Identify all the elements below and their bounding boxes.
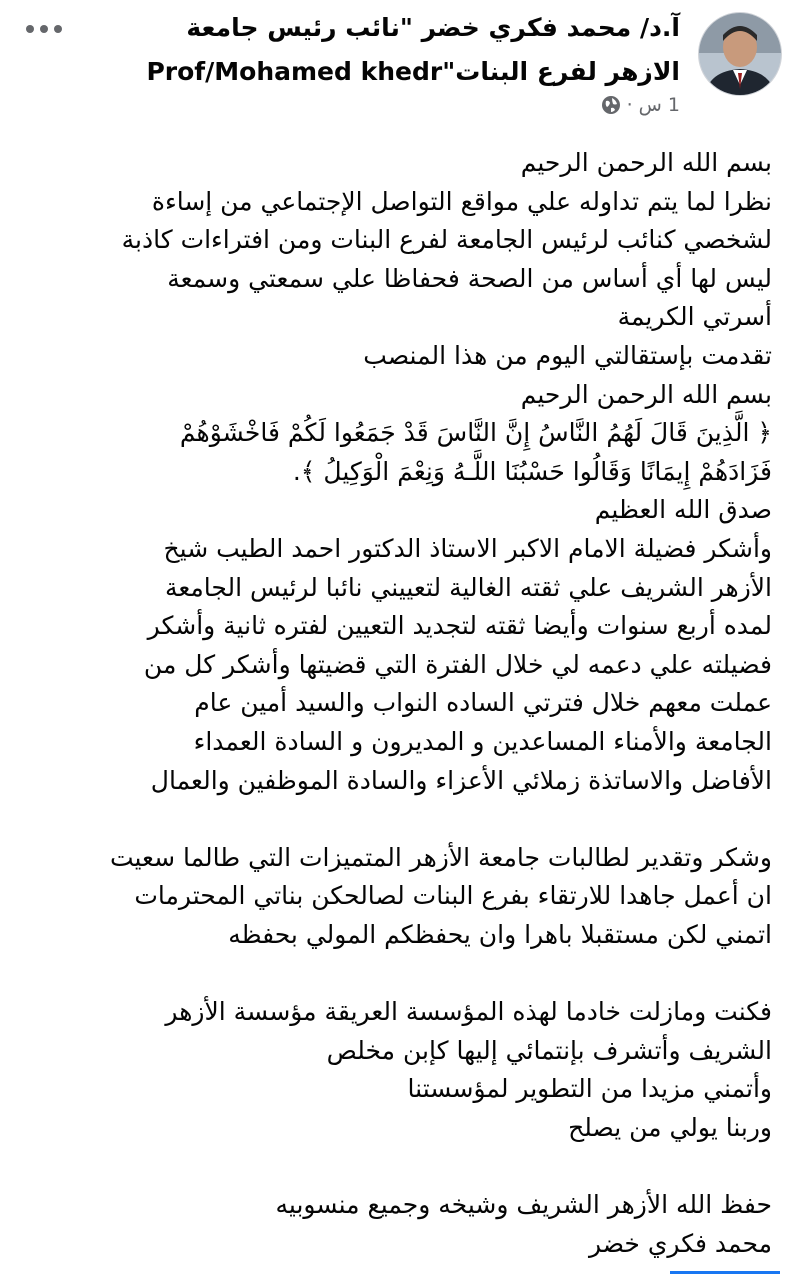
post-body [20,144,772,1263]
post-text-line: وشكر وتقدير لطالبات جامعة الأزهر المتميزات التي طالما سعيت [109,842,772,872]
post-text-line: وأشكر فضيلة الامام الاكبر الاستاذ الدكتور احمد الطيب شيخ [163,533,772,563]
post-time[interactable]: 1 س [638,94,680,116]
post-text-line: الجامعة والأمناء المساعدين و المديرون و السادة العمداء [193,726,772,756]
post-text-line: ليس لها أي أساس من الصحة فحفاظا علي سمعتي وسمعة [167,263,772,293]
post-text-line: لمده أربع سنوات وأيضا ثقته لتجديد التعيين لفتره ثانية وأشكر [147,611,772,641]
post-text-line: محمد فكري خضر [588,1228,772,1258]
post-text-line: وربنا يولي من يصلح [568,1112,772,1142]
post-text-line: فَزَادَهُمْ إِيمَانًا وَقَالُوا حَسْبُنَا اللَّـهُ وَنِعْمَ الْوَكِيلُ ﴾. [292,456,772,486]
avatar-image [699,13,781,95]
post-text-line: الأزهر الشريف علي ثقته الغالية لتعييني نائبا لرئيس الجامعة [164,572,772,602]
post-text-line: عملت معهم خلال فترتي الساده النواب والسيد أمين عام [194,688,772,718]
scroll-indicator [670,1271,780,1274]
post-text-line: اتمني لكن مستقبلا باهرا وان يحفظكم المولي بحفظه [228,919,772,949]
post-text-line: ان أعمل جاهدا للارتقاء بفرع البنات لصالحكن بناتي المحترمات [134,881,772,911]
post-text-line: بسم الله الرحمن الرحيم [520,148,772,177]
post-text-line: بسم الله الرحمن الرحيم [520,379,772,409]
post-text-line: فضيلته علي دعمه لي خلال الفترة التي قضيتها وأشكر كل من [143,649,772,679]
post-text-line: الأفاضل والاساتذة زملائي الأعزاء والسادة الموظفين والعمال [150,765,772,795]
more-options-button[interactable] [22,14,66,44]
post-text-line: الشريف وأتشرف بإنتمائي إليها كإبن مخلص [326,1035,772,1065]
more-horizontal-icon [24,24,64,34]
post-text-line: فكنت ومازلت خادما لهذه المؤسسة العريقة مؤسسة الأزهر [165,997,772,1027]
post-text-line: لشخصي كنائب لرئيس الجامعة لفرع البنات ومن افتراءات كاذبة [121,225,772,255]
post-text-line: تقدمت بإستقالتي اليوم من هذا المنصب [363,340,772,370]
globe-icon[interactable] [601,95,621,115]
post-header [0,0,798,140]
post-text-line: ﴿ الَّذِينَ قَالَ لَهُمُ النَّاسُ إِنَّ النَّاسَ قَدْ جَمَعُوا لَكُمْ فَاخْشَوْهُمْ [179,418,772,448]
profile-avatar[interactable] [698,12,782,96]
post-meta [601,94,680,116]
meta-separator: · [626,94,633,116]
author-name[interactable]: آ.د/ محمد فكري خضر "نائب رئيس جامعة الازهر لفرع البنات"Prof/Mohamed khedr [146,13,680,86]
post-text-line: حفظ الله الأزهر الشريف وشيخه وجميع منسوبيه [275,1190,772,1220]
blank-line [20,800,772,839]
post-text-line: أسرتي الكريمة [617,302,772,332]
post-text-line: صدق الله العظيم [594,495,772,525]
post-text-line: نظرا لما يتم تداوله علي مواقع التواصل الإجتماعي من إساءة [151,186,772,216]
post-text-line: وأتمني مزيدا من التطوير لمؤسستنا [407,1074,772,1104]
blank-line [20,954,772,993]
blank-line [20,1147,772,1186]
